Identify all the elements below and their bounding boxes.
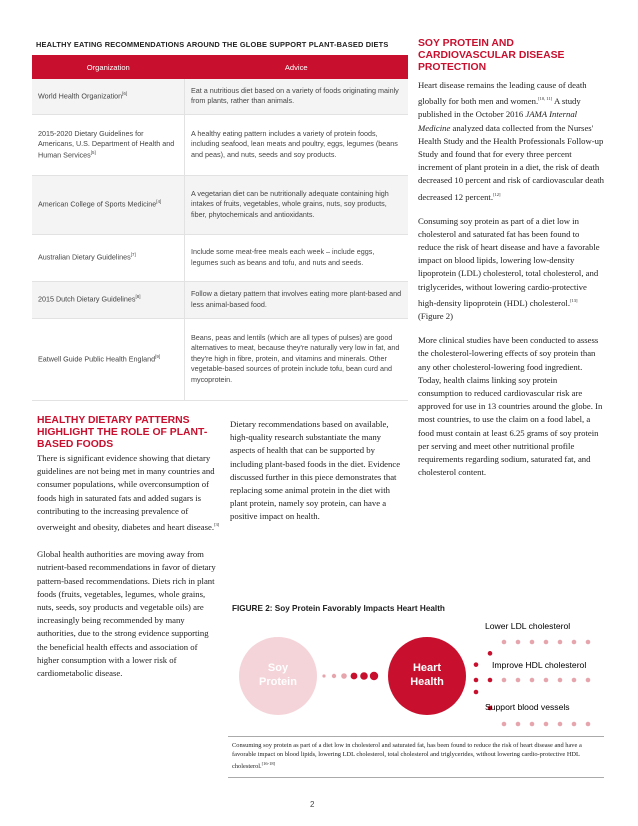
org-cell: [32, 175, 185, 234]
org-ref: [9]: [155, 353, 161, 359]
org-name: World Health Organization: [38, 91, 123, 101]
org-ref: [6]: [122, 90, 128, 96]
left-paragraph-2: Global health authorities are moving away from nutrient-based recommendations in favor of dietary pattern-based recommendations. Diets rich in plant foods (fruits, vegetables, legumes, whole grains, nuts, seeds, soy products and vegetable oils) are increasingly being recommended by many authorities, due to the strong evidence supporting the beneficial health effects and association of higher consumption with a lower risk of cardiometabolic disease.: [37, 549, 216, 678]
org-name: Australian Dietary Guidelines: [38, 252, 131, 262]
soy-label-line2: Protein: [259, 676, 297, 688]
journal-name: JAMA Internal Medicine: [418, 109, 578, 133]
connector-dot: [572, 722, 577, 727]
outcome-label: Lower LDL cholesterol: [485, 621, 571, 631]
citation: [12]: [493, 191, 501, 197]
advice-cell: A healthy eating pattern includes a variety of protein foods, including seafood, lean meats and poultry, eggs, legumes (beans and peas), and nuts, seeds and soy products.: [185, 114, 409, 175]
connector-dot: [474, 662, 479, 667]
advice-cell: Include some meat-free meals each week – include eggs, legumes such as beans and tofu, and nuts and seeds.: [185, 234, 409, 281]
left-paragraph-1: [37, 452, 221, 534]
text: analyzed data collected from the Nurses' Health Study and the Health Professionals Follow-up Study and found that for every three percent increment of plant protein in a diet, the risk of death decreased 10 percent and risk of cardiovascular death decreased 12 percent.: [418, 122, 604, 202]
connector-dot: [586, 678, 591, 683]
connector-dot: [516, 640, 521, 645]
connector-dot: [558, 678, 563, 683]
org-name: 2015-2020 Dietary Guidelines for Americans, U.S. Department of Health and Human Services: [38, 128, 175, 159]
table-header-row: [32, 55, 408, 79]
connector-dot: [572, 640, 577, 645]
connector-dot: [474, 678, 479, 683]
right-paragraph-2: [418, 215, 604, 324]
org-ref: [7]: [130, 252, 136, 258]
connector-dot: [516, 722, 521, 727]
connector-dot: [370, 672, 378, 680]
connector-dot: [332, 674, 336, 678]
left-paragraph-1-text: There is significant evidence showing that dietary guidelines are not being met in many countries and consumer populations, while overconsumption of foods high in saturated fats and added sugars is contributing to the increasing prevalence of overweight and obesity, diabetes and heart disease.: [37, 453, 215, 532]
right-paragraph-1: [418, 79, 604, 204]
org-cell: [32, 79, 185, 114]
connector-dot: [322, 674, 325, 677]
connector-dot: [544, 722, 549, 727]
connector-dot: [360, 672, 368, 680]
citation: [3]: [214, 522, 220, 528]
org-cell: [32, 318, 185, 400]
page-number: 2: [310, 800, 315, 809]
table-row: [32, 281, 408, 318]
outcome-label: Improve HDL cholesterol: [492, 660, 587, 670]
connector-dot: [502, 722, 507, 727]
citation: [16-18]: [261, 761, 276, 767]
connector-dot: [558, 640, 563, 645]
connector-dot: [502, 640, 507, 645]
connector-dot: [516, 678, 521, 683]
middle-paragraph-1: Dietary recommendations based on available, high-quality research substantiate the many aspects of health that can be supported by including plant-based foods in the diet. Evidence discussed further in this piece demonstrates that replacing some animal protein in the diet with plant protein, namely soy protein, can have a positive impact on health.: [230, 419, 401, 522]
text: Consuming soy protein as part of a diet low in cholesterol and saturated fat has been found to reduce the risk of heart disease and have a favorable impact on blood lipids, lowering low-density lipoprotein (LDL) cholesterol, total cholesterol, and triglycerides, without lowering cardio-protective high-density lipoprotein (HDL) cholesterol.: [418, 215, 600, 308]
advice-cell: Beans, peas and lentils (which are all types of pulses) are good alternatives to meat, because they're naturally very low in fat, and they're high in fibre, protein, and vitamins and minerals. Other vegetable-based sources of protein include tofu, bean curd and mycoprotein.: [185, 318, 409, 400]
org-name: 2015 Dutch Dietary Guidelines: [38, 294, 136, 304]
left-column-body: [37, 452, 221, 680]
org-name: American College of Sports Medicine: [38, 199, 157, 209]
org-cell: [32, 281, 185, 318]
connector-dot: [544, 640, 549, 645]
advice-cell: Eat a nutritious diet based on a variety of foods originating mainly from plants, rather than animals.: [185, 79, 409, 114]
soy-label-line1: Soy: [267, 662, 289, 674]
table-row: [32, 79, 408, 114]
citation: [10, 11]: [538, 96, 553, 102]
org-ref: [4]: [156, 199, 162, 205]
connector-dot: [502, 678, 507, 683]
connector-dot: [530, 640, 535, 645]
org-ref: [5]: [90, 149, 96, 155]
header-organization: Organization: [32, 55, 185, 79]
table-row: [32, 318, 408, 400]
right-paragraph-3: More clinical studies have been conducted to assess the cholesterol-lowering effects of soy protein than any other cholesterol-lowering food ingredient. Today, health claims linking soy protein consumption to reduced cardiovascular risk are approved for use in 13 countries around the globe. In most countries, to use the claim on a food label, a food must contain at least 6.25 grams of soy protein per serving and meet other nutritional profile requirements regarding sodium, saturated fat, and cholesterol content.: [418, 335, 603, 478]
figure-reference: (Figure 2): [418, 310, 453, 321]
org-cell: [32, 234, 185, 281]
connector-dot: [351, 673, 358, 680]
text: A study published in the October 2016: [418, 96, 581, 120]
table-row: [32, 175, 408, 234]
heart-label-line1: Heart: [412, 662, 442, 674]
left-column-heading: HEALTHY DIETARY PATTERNS HIGHLIGHT THE ROLE OF PLANT-BASED FOODS: [37, 415, 208, 450]
connector-dot: [488, 678, 493, 683]
heart-label-line2: Health: [410, 676, 444, 688]
connector-dot: [341, 673, 347, 679]
outcome-label: Support blood vessels: [485, 702, 570, 712]
connector-dot: [544, 678, 549, 683]
caption-text: Consuming soy protein as part of a diet low in cholesterol and saturated fat, has been found to reduce the risk of heart disease and have a favorable impact on blood lipids, lowering LDL cholesterol, total cholesterol and triglycerides, without lowering cardio-protective HDL cholesterol.: [232, 742, 582, 771]
figure-title: FIGURE 2: Soy Protein Favorably Impacts Heart Health: [232, 604, 445, 613]
connector-dot: [558, 722, 563, 727]
connector-dot: [474, 690, 479, 695]
connector-dot: [530, 678, 535, 683]
table-row: [32, 114, 408, 175]
connector-dot: [530, 722, 535, 727]
recommendations-table: [32, 55, 408, 401]
citation: [13]: [570, 297, 578, 303]
advice-cell: Follow a dietary pattern that involves eating more plant-based and less animal-based food.: [185, 281, 409, 318]
connector-dot: [586, 640, 591, 645]
advice-cell: A vegetarian diet can be nutritionally adequate containing high intakes of fruits, vegetables, whole grains, nuts, soy products, fiber, phytochemicals and antioxidants.: [185, 175, 409, 234]
org-cell: [32, 114, 185, 175]
connector-dot: [572, 678, 577, 683]
connector-dot: [488, 651, 493, 656]
right-column-heading: SOY PROTEIN AND CARDIOVASCULAR DISEASE PROTECTION: [418, 38, 565, 73]
header-advice: Advice: [185, 55, 409, 79]
table-row: [32, 234, 408, 281]
right-column-body: [418, 79, 604, 479]
figure-caption: [232, 741, 602, 772]
org-ref: [8]: [135, 294, 141, 300]
table-title: HEALTHY EATING RECOMMENDATIONS AROUND THE GLOBE SUPPORT PLANT-BASED DIETS: [36, 40, 389, 49]
text: Heart disease remains the leading cause of death globally for both men and women.: [418, 80, 587, 107]
figure-diagram: [228, 618, 608, 730]
org-name: Eatwell Guide Public Health England: [38, 353, 156, 363]
middle-column-body: [230, 418, 406, 524]
connector-dot: [586, 722, 591, 727]
